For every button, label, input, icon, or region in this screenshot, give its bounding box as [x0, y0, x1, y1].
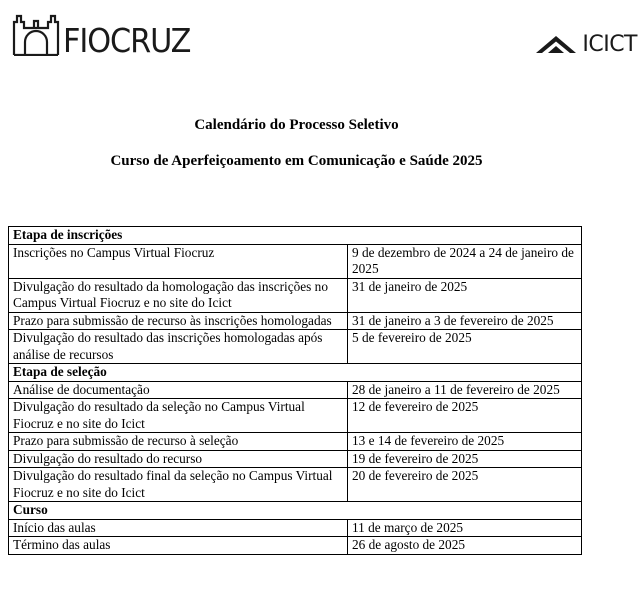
activity-cell: Divulgação do resultado da homologação das inscrições no Campus Virtual Fiocruz e no site do Icict [9, 278, 348, 312]
table-row [9, 450, 582, 468]
calendar-table [8, 226, 582, 555]
fiocruz-wordmark: FIOCRUZ [63, 21, 191, 60]
date-cell: 31 de janeiro a 3 de fevereiro de 2025 [348, 312, 582, 330]
activity-cell: Término das aulas [9, 537, 348, 555]
date-cell: 9 de dezembro de 2024 a 24 de janeiro de 2025 [348, 244, 582, 278]
document-subtitle: Curso de Aperfeiçoamento em Comunicação e Saúde 2025 [110, 153, 483, 169]
activity-cell: Inscrições no Campus Virtual Fiocruz [9, 244, 348, 278]
table-row [9, 381, 582, 399]
date-cell: 20 de fevereiro de 2025 [348, 468, 582, 502]
icict-logo [534, 33, 637, 55]
table-row [9, 244, 582, 278]
date-cell: 19 de fevereiro de 2025 [348, 450, 582, 468]
section-row [9, 502, 582, 520]
date-cell: 13 e 14 de fevereiro de 2025 [348, 433, 582, 451]
section-heading: Curso [9, 502, 582, 520]
date-cell: 26 de agosto de 2025 [348, 537, 582, 555]
table-row [9, 399, 582, 433]
activity-cell: Divulgação do resultado do recurso [9, 450, 348, 468]
activity-cell: Análise de documentação [9, 381, 348, 399]
document-title: Calendário do Processo Seletivo [194, 117, 399, 133]
date-cell: 11 de março de 2025 [348, 519, 582, 537]
fiocruz-castle-icon [12, 12, 60, 56]
activity-cell: Divulgação do resultado da seleção no Campus Virtual Fiocruz e no site do Icict [9, 399, 348, 433]
activity-cell: Prazo para submissão de recurso às inscrições homologadas [9, 312, 348, 330]
activity-cell: Divulgação do resultado das inscrições homologadas após análise de recursos [9, 330, 348, 364]
icict-triangle-icon [534, 33, 580, 55]
table-row [9, 537, 582, 555]
activity-cell: Início das aulas [9, 519, 348, 537]
section-row [9, 364, 582, 382]
section-row [9, 227, 582, 245]
activity-cell: Prazo para submissão de recurso à seleção [9, 433, 348, 451]
date-cell: 12 de fevereiro de 2025 [348, 399, 582, 433]
icict-wordmark: ICICT [582, 32, 637, 57]
section-heading: Etapa de seleção [9, 364, 582, 382]
date-cell: 31 de janeiro de 2025 [348, 278, 582, 312]
date-cell: 28 de janeiro a 11 de fevereiro de 2025 [348, 381, 582, 399]
table-row [9, 519, 582, 537]
section-heading: Etapa de inscrições [9, 227, 582, 245]
table-row [9, 312, 582, 330]
table-row [9, 330, 582, 364]
activity-cell: Divulgação do resultado final da seleção no Campus Virtual Fiocruz e no site do Icict [9, 468, 348, 502]
date-cell: 5 de fevereiro de 2025 [348, 330, 582, 364]
table-row [9, 468, 582, 502]
table-row [9, 433, 582, 451]
table-row [9, 278, 582, 312]
fiocruz-logo [12, 12, 201, 60]
